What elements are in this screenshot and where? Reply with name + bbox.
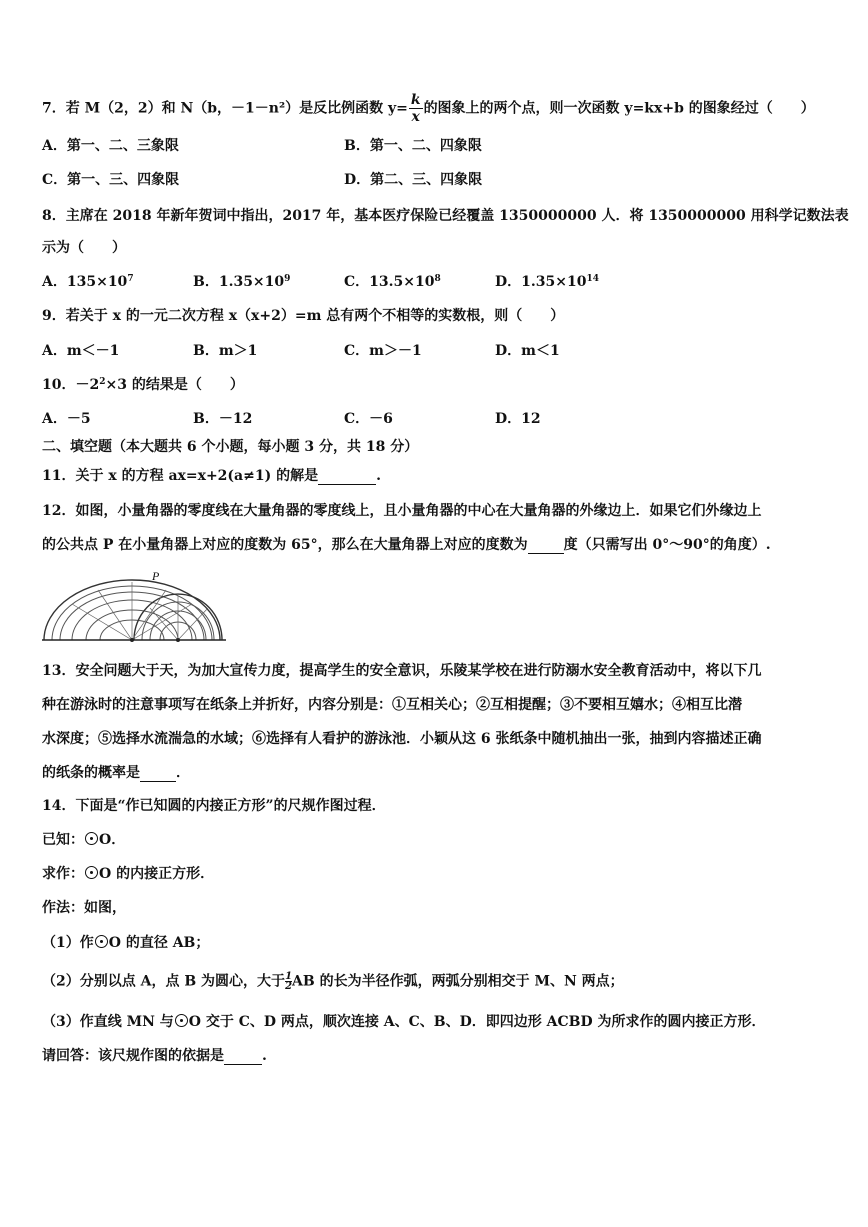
q14-answer-post: . [262,1048,267,1064]
q8-stem-line1: 8．主席在 2018 年新年贺词中指出，2017 年，基本医疗保险已经覆盖 1350000000 人．将 1350000000 用科学记数法表 [42,208,849,224]
q14-step3-post: O 交于 C、D 两点，顺次连接 A、C、B、D．即四边形 ACBD 为所求作的圆内接正方形． [188,1014,766,1030]
q14-ask [42,865,214,883]
circle-dot-symbol [85,832,98,845]
q14-ask-pre: 求作： [42,866,84,882]
q9-stem: 9．若关于 x 的一元二次方程 x（x+2）=m 总有两个不相等的实数根，则（ ） [42,308,565,324]
q8-option-a [42,273,134,291]
protractor-figure [42,568,226,642]
q7-option-d: D．第二、三、四象限 [344,172,483,188]
q8-option-b [193,273,290,291]
q9-option-a: A．m＜－1 [42,343,120,359]
q14-step2-frac-num: 1 [285,971,293,982]
q14-title: 14．下面是“作已知圆的内接正方形”的尺规作图过程． [42,798,386,814]
section-heading: 二、填空题（本大题共 6 个小题，每小题 3 分，共 18 分） [42,439,419,455]
q9-option-b: B．m＞1 [193,343,258,359]
q14-step2-frac-den: 2 [285,981,293,992]
q10-stem-pre: 10．－2 [42,377,100,393]
q8-option-a-exp: 7 [127,274,134,284]
q10-option-d: D．12 [495,411,541,427]
q10-stem-exp: 2 [99,377,106,387]
q12-stem-line2 [42,536,771,554]
q8-option-b-base: B．1.35×10 [193,274,285,290]
q7-stem-pre: 7．若 M（2，2）和 N（b，－1－n²）是反比例函数 y= [42,100,408,117]
protractor-point-label: P [152,569,160,583]
q14-step1 [42,934,209,952]
q8-option-c-base: C．13.5×10 [344,274,435,290]
q8-option-d-exp: 14 [586,274,599,284]
q7-option-a: A．第一、二、三象限 [42,138,179,154]
q10-stem [42,376,244,394]
q11-stem-pre: 11．关于 x 的方程 ax=x+2(a≠1) 的解是 [42,468,319,484]
circle-dot-symbol [95,935,108,948]
q14-known-post: O． [99,832,126,848]
q11-answer-blank [318,470,376,485]
q10-option-b: B．－12 [193,411,253,427]
q14-step3-pre: （3）作直线 MN 与 [42,1014,174,1030]
q10-option-c: C．－6 [344,411,393,427]
circle-dot-symbol [175,1014,188,1027]
q11-stem-post: . [376,468,381,484]
q8-option-c-exp: 8 [434,274,441,284]
q12-stem-line2-post: 度（只需写出 0°～90°的角度）. [563,537,771,553]
q14-step2-fraction [285,972,292,991]
q8-option-a-base: A．135×10 [42,274,128,290]
q13-stem-line2: 种在游泳时的注意事项写在纸条上并折好，内容分别是：①互相关心；②互相提醒；③不要相互嬉水；④相互比潜 [42,697,742,713]
q13-stem-line4 [42,764,190,782]
q12-answer-blank [528,539,564,554]
q14-step2-pre: （2）分别以点 A，点 B 为圆心，大于 [42,973,286,990]
q13-stem-line1: 13．安全问题大于天，为加大宣传力度，提高学生的安全意识，乐陵某学校在进行防溺水安全教育活动中，将以下几 [42,663,762,679]
q14-step1-pre: （1）作 [42,935,94,951]
q14-step1-post: O 的直径 AB； [108,935,210,951]
q10-option-a: A．－5 [42,411,91,427]
q7-fraction [409,92,423,125]
q7-option-c: C．第一、三、四象限 [42,172,180,188]
q14-answer-pre: 请回答：该尺规作图的依据是 [42,1048,224,1064]
q13-answer-blank [140,767,176,782]
q14-method: 作法：如图， [42,900,126,916]
q12-stem-line2-pre: 的公共点 P 在小量角器上对应的度数为 65°，那么在大量角器上对应的度数为 [42,537,528,553]
q14-answer-blank [224,1050,262,1065]
q14-step3 [42,1013,765,1031]
q7-frac-den: x [411,109,420,125]
q13-stem-line4-post: ． [176,765,190,781]
q13-stem-line4-pre: 的纸条的概率是 [42,765,140,781]
q8-option-b-exp: 9 [284,274,291,284]
q9-option-c: C．m＞－1 [344,343,422,359]
q14-ask-post: O 的内接正方形． [99,866,215,882]
q11-stem [42,467,381,485]
q10-stem-post: ×3 的结果是（ ） [105,377,244,393]
q7-stem-post: 的图象上的两个点，则一次函数 y=kx+b 的图象经过（ ） [423,100,815,117]
q8-option-d [495,273,599,291]
q13-stem-line3: 水深度；⑤选择水流湍急的水域；⑥选择有人看护的游泳池．小颖从这 6 张纸条中随机抽出一张，抽到内容描述正确 [42,731,762,747]
q8-option-d-base: D．1.35×10 [495,274,587,290]
circle-dot-symbol [85,866,98,879]
q7-frac-num: k [410,92,421,108]
q7-option-b: B．第一、二、四象限 [344,138,482,154]
q14-step2 [42,972,624,991]
q9-option-d: D．m＜1 [495,343,560,359]
q14-known [42,831,125,849]
q14-answer [42,1047,267,1065]
q14-step2-post: AB 的长为半径作弧，两弧分别相交于 M、N 两点； [292,973,624,990]
q12-stem-line1: 12．如图，小量角器的零度线在大量角器的零度线上，且小量角器的中心在大量角器的外缘边上．如果它们外缘边上 [42,503,762,519]
q7-stem [42,92,815,125]
q8-stem-line2: 示为（ ） [42,240,126,256]
q14-known-pre: 已知： [42,832,84,848]
q8-option-c [344,273,441,291]
